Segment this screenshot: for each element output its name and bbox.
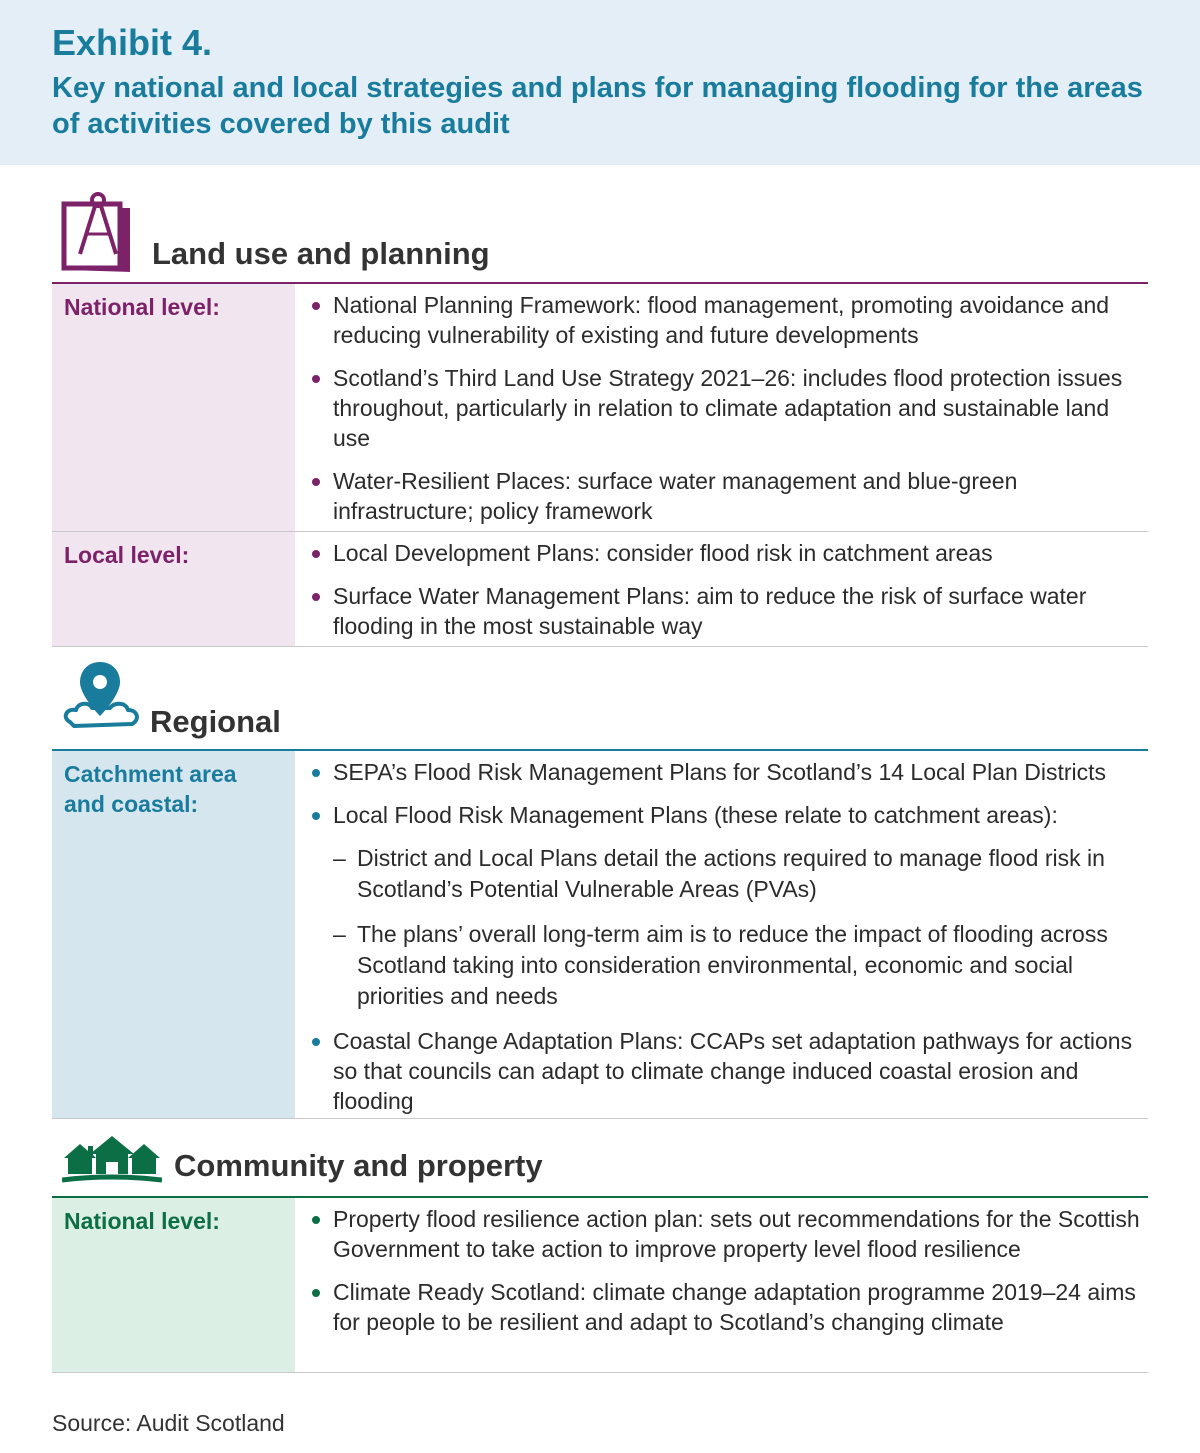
- row-divider: [52, 646, 1148, 647]
- land-national-content: [295, 284, 1148, 532]
- list-item: Local Flood Risk Management Plans (these relate to catchment areas):: [309, 800, 1148, 830]
- community-content: [295, 1198, 1148, 1372]
- list-item: Property flood resilience action plan: sets out recommendations for the Scottish Government to take action to improve property level flood resilience: [309, 1204, 1148, 1264]
- land-local-content: [295, 532, 1148, 647]
- list-item: Climate Ready Scotland: climate change adaptation programme 2019–24 aims for people to be resilient and adapt to Scotland’s changing climate: [309, 1277, 1148, 1337]
- exhibit-header: [0, 0, 1200, 165]
- regional-label-cell: [52, 751, 295, 1118]
- list-item: Coastal Change Adaptation Plans: CCAPs set adaptation pathways for actions so that councils can adapt to climate change induced coastal erosion and flooding: [309, 1026, 1148, 1116]
- list-item: National Planning Framework: flood management, promoting avoidance and reducing vulnerability of existing and future developments: [309, 290, 1148, 350]
- exhibit-number: Exhibit 4.: [52, 22, 213, 63]
- sub-list-item: – District and Local Plans detail the actions required to manage flood risk in Scotland’s Potential Vulnerable Areas (PVAs): [333, 843, 1148, 905]
- houses-icon: [62, 1134, 162, 1184]
- exhibit-title: Key national and local strategies and plans for managing flooding for the areas of activities covered by this audit: [52, 72, 1143, 140]
- land-local-row: [52, 532, 1148, 647]
- section-title-regional: Regional: [150, 704, 281, 739]
- land-local-label: Local level:: [64, 542, 190, 568]
- compass-blueprint-icon: [60, 190, 136, 274]
- map-pin-icon: [60, 658, 142, 740]
- row-divider: [52, 1118, 1148, 1119]
- list-item: Local Development Plans: consider flood risk in catchment areas: [309, 538, 1148, 568]
- land-national-label-cell: [52, 284, 295, 532]
- sub-list-item: – The plans’ overall long-term aim is to reduce the impact of flooding across Scotland taking into consideration environmental, economic and social priorities and needs: [333, 919, 1148, 1012]
- section-title-community: Community and property: [174, 1148, 543, 1183]
- regional-label: Catchment area and coastal:: [64, 761, 237, 817]
- list-item: SEPA’s Flood Risk Management Plans for Scotland’s 14 Local Plan Districts: [309, 757, 1148, 787]
- community-label-cell: [52, 1198, 295, 1372]
- community-label: National level:: [64, 1208, 220, 1234]
- regional-row: [52, 751, 1148, 1118]
- row-divider: [52, 1372, 1148, 1373]
- land-national-label: National level:: [64, 294, 220, 320]
- list-item: Scotland’s Third Land Use Strategy 2021–26: includes flood protection issues throughout, particularly in relation to climate adaptation and sustainable land use: [309, 363, 1148, 453]
- land-local-label-cell: [52, 532, 295, 647]
- list-item: Surface Water Management Plans: aim to reduce the risk of surface water flooding in the most sustainable way: [309, 581, 1148, 641]
- land-national-row: [52, 284, 1148, 532]
- regional-content: [295, 751, 1148, 1118]
- source-note: Source: Audit Scotland: [52, 1410, 285, 1436]
- list-item: Water-Resilient Places: surface water management and blue-green infrastructure; policy framework: [309, 466, 1148, 526]
- community-row: [52, 1198, 1148, 1372]
- section-title-land-use: Land use and planning: [152, 236, 490, 271]
